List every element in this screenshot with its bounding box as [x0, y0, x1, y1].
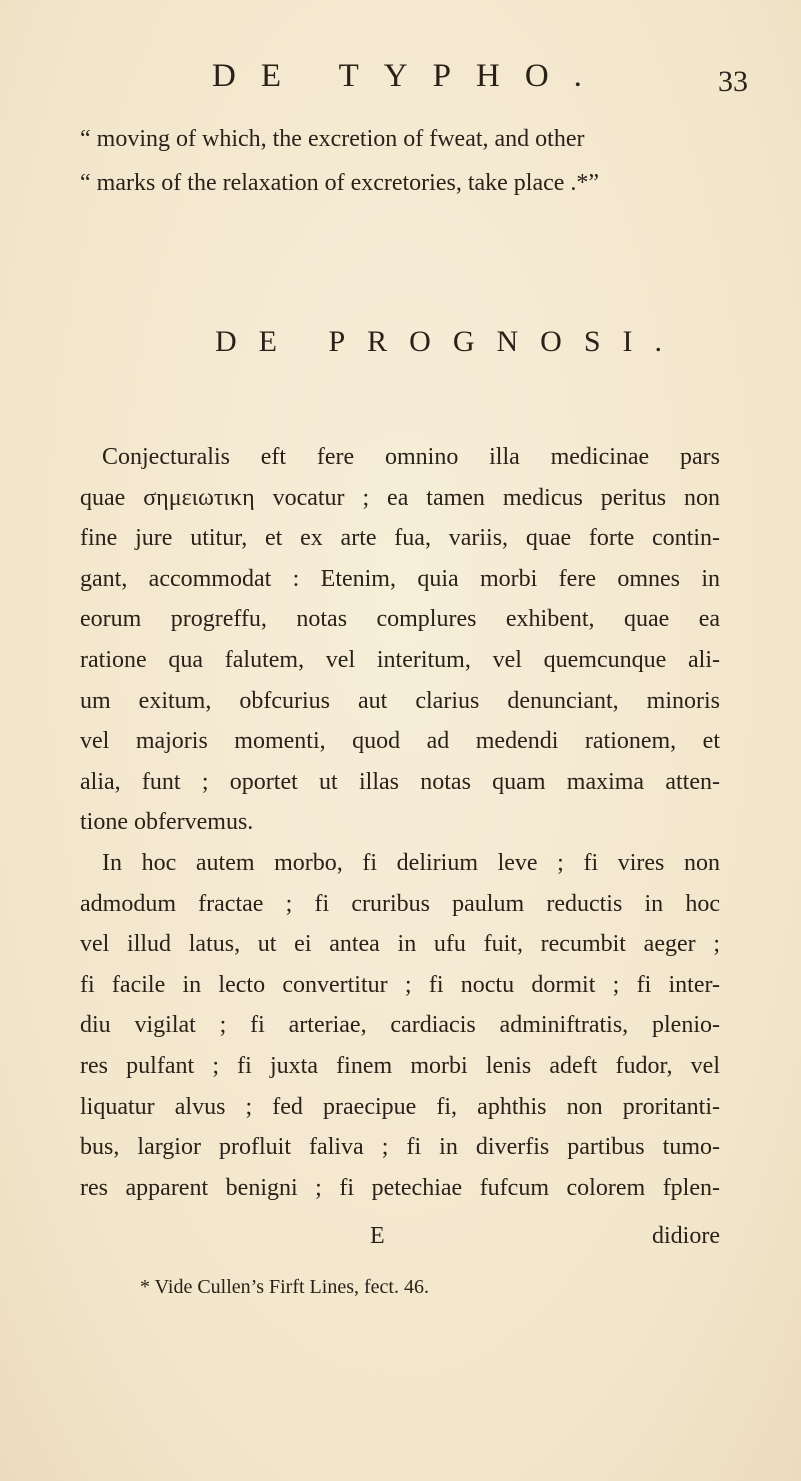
quotation-continuation	[80, 117, 720, 205]
catchline	[80, 1216, 720, 1256]
running-title: DE TYPHO.	[212, 58, 607, 94]
paragraph-line: ratione qua falutem, vel interitum, vel quemcunque ali-	[80, 646, 720, 673]
paragraph-line: res pulfant ; fi juxta finem morbi lenis adeft fudor, vel	[80, 1052, 720, 1079]
footnote: * Vide Cullen’s Firft Lines, fect. 46.	[140, 1276, 429, 1298]
paragraph-line: res apparent benigni ; fi petechiae fufcum colorem fplen-	[80, 1174, 720, 1201]
paragraph-line: admodum fractae ; fi cruribus paulum reductis in hoc	[80, 890, 720, 917]
section-heading: DE PROGNOSI.	[215, 325, 685, 358]
page-number: 33	[718, 65, 748, 98]
paragraph-line: diu vigilat ; fi arteriae, cardiacis adminiftratis, plenio-	[80, 1012, 720, 1039]
paragraph-line: um exitum, obfcurius aut clarius denunciant, minoris	[80, 687, 720, 714]
quote-line: “ marks of the relaxation of excretories, take place .*”	[80, 170, 600, 196]
paragraph-line: vel majoris momenti, quod ad medendi rationem, et	[80, 728, 720, 755]
paragraph-line: gant, accommodat : Etenim, quia morbi fere omnes in	[80, 565, 720, 592]
paragraph-line: quae σημειωτικη vocatur ; ea tamen medicus peritus non	[80, 484, 720, 511]
paragraph-line: eorum progreffu, notas complures exhibent, quae ea	[80, 606, 720, 633]
running-head	[0, 56, 801, 96]
catchword: didiore	[652, 1223, 720, 1249]
quote-line: “ moving of which, the excretion of fweat, and other	[80, 126, 585, 152]
paragraph-line: fi facile in lecto convertitur ; fi noctu dormit ; fi inter-	[80, 971, 720, 998]
paragraph-line: tione obfervemus.	[80, 809, 254, 836]
paragraph-line: alia, funt ; oportet ut illas notas quam maxima atten-	[80, 768, 720, 795]
paragraph-line: vel illud latus, ut ei antea in ufu fuit, recumbit aeger ;	[80, 931, 720, 958]
paragraph-line: fine jure utitur, et ex arte fua, variis, quae forte contin-	[80, 525, 720, 552]
signature-mark: E	[370, 1223, 385, 1249]
body-text	[80, 437, 720, 1208]
paragraph-line: bus, largior profluit faliva ; fi in diverfis partibus tumo-	[80, 1134, 720, 1161]
paragraph-line: Conjecturalis eft fere omnino illa medicinae pars	[102, 444, 720, 470]
paragraph-line: In hoc autem morbo, fi delirium leve ; fi vires non	[102, 849, 720, 876]
paragraph-line: liquatur alvus ; fed praecipue fi, aphthis non proritanti-	[80, 1093, 720, 1120]
